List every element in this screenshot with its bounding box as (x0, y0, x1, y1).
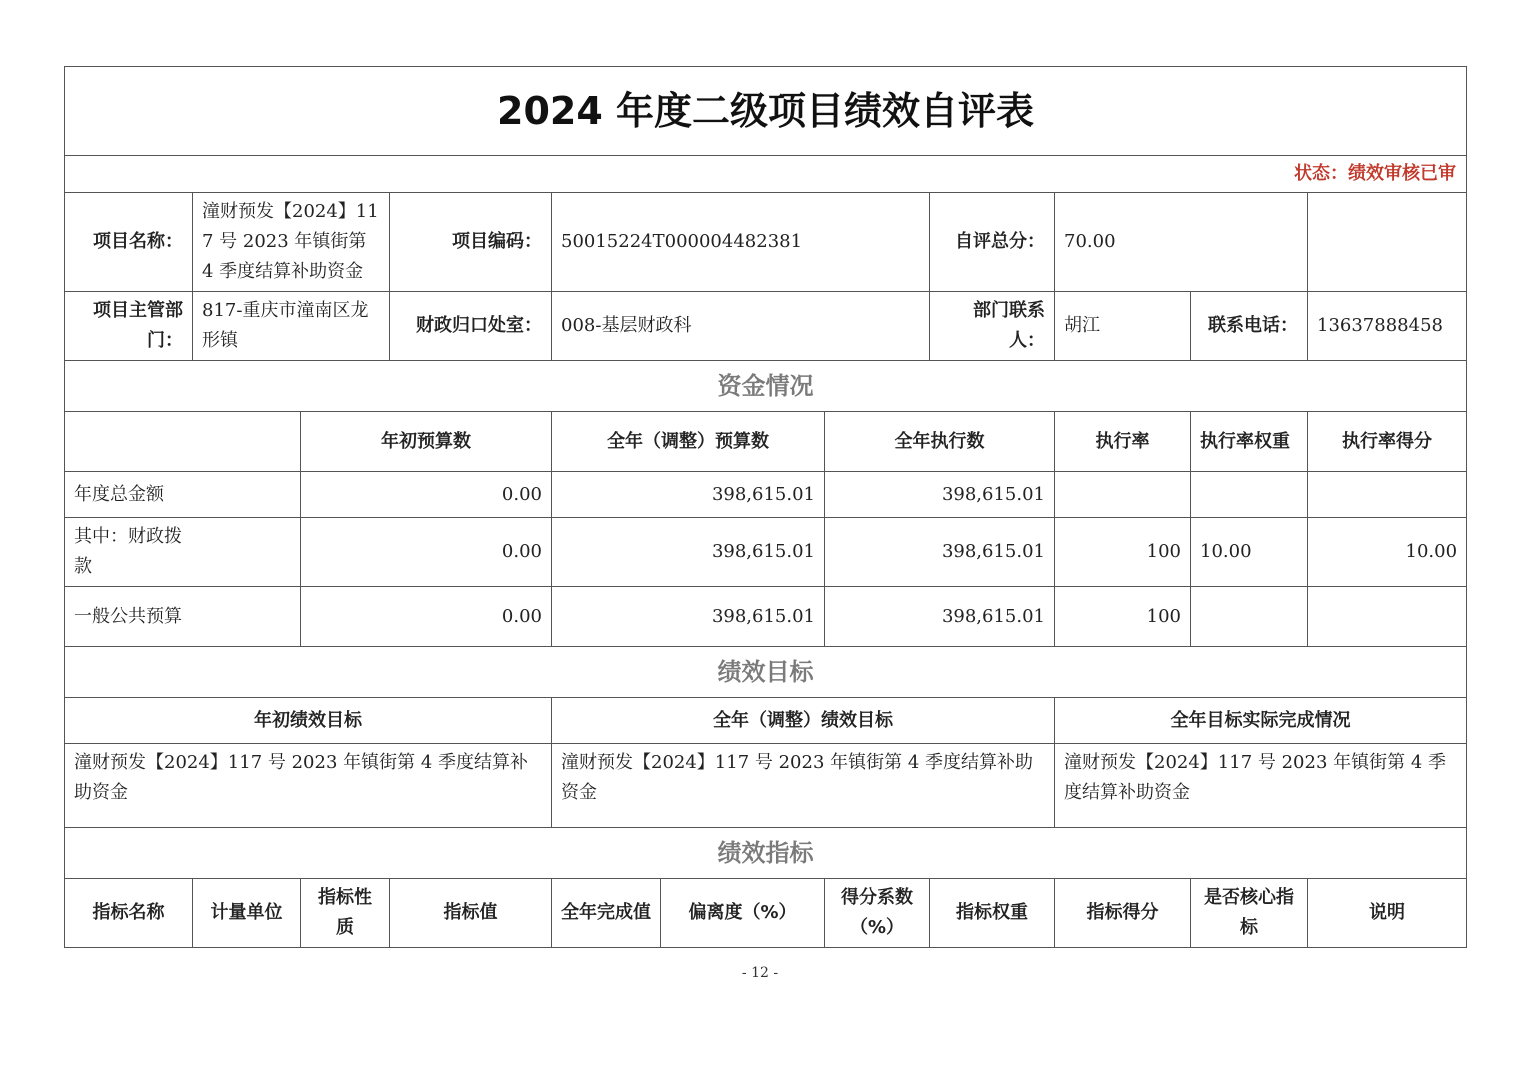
funds-row-label-text: 一般公共预算 (74, 605, 182, 627)
funds-header: 全年执行数 (825, 412, 1055, 472)
self-score-label: 自评总分： (930, 193, 1055, 292)
funds-cell: 0.00 (301, 472, 552, 518)
indicator-header: 偏离度（%） (661, 879, 825, 948)
funds-row (65, 518, 1467, 587)
indicators-section-row (65, 828, 1467, 879)
indicator-header: 得分系数（%） (825, 879, 930, 948)
funds-row-label (65, 587, 301, 647)
indicator-header: 指标权重 (930, 879, 1055, 948)
funds-row (65, 472, 1467, 518)
funds-row-label (65, 518, 301, 587)
project-info-row-1 (65, 193, 1467, 292)
funds-cell: 100 (1055, 518, 1191, 587)
funds-cell: 10.00 (1308, 518, 1467, 587)
goals-header-row (65, 698, 1467, 744)
funds-cell (1308, 587, 1467, 647)
phone-value: 13637888458 (1308, 292, 1467, 361)
funds-row (65, 587, 1467, 647)
contact-value: 胡江 (1055, 292, 1191, 361)
project-code-label: 项目编码： (390, 193, 552, 292)
goals-header: 年初绩效目标 (65, 698, 552, 744)
self-score-value: 70.00 (1055, 193, 1308, 292)
finance-office-value: 008-基层财政科 (552, 292, 930, 361)
goals-section-row (65, 647, 1467, 698)
funds-cell: 398,615.01 (552, 518, 825, 587)
dept-label: 项目主管部门： (65, 292, 193, 361)
goals-section-title: 绩效目标 (65, 647, 1467, 698)
funds-cell: 398,615.01 (825, 472, 1055, 518)
funds-cell: 398,615.01 (825, 587, 1055, 647)
goals-value-row (65, 744, 1467, 828)
empty-cell (1308, 193, 1467, 292)
funds-cell: 0.00 (301, 587, 552, 647)
indicator-header: 是否核心指标 (1191, 879, 1308, 948)
indicators-section-title: 绩效指标 (65, 828, 1467, 879)
indicator-header: 说明 (1308, 879, 1467, 948)
funds-row-label-text: 其中：财政拨款 (74, 526, 182, 577)
funds-cell: 398,615.01 (552, 472, 825, 518)
funds-header: 执行率 (1055, 412, 1191, 472)
funds-cell: 0.00 (301, 518, 552, 587)
funds-header: 执行率得分 (1308, 412, 1467, 472)
indicator-header: 全年完成值 (552, 879, 661, 948)
funds-cell: 10.00 (1191, 518, 1308, 587)
funds-section-title: 资金情况 (65, 361, 1467, 412)
funds-cell: 398,615.01 (825, 518, 1055, 587)
title-row (65, 67, 1467, 156)
indicator-header: 计量单位 (193, 879, 301, 948)
contact-label: 部门联系人： (930, 292, 1055, 361)
finance-office-label: 财政归口处室： (390, 292, 552, 361)
dept-value: 817-重庆市潼南区龙形镇 (193, 292, 390, 361)
funds-cell (1055, 472, 1191, 518)
evaluation-table (64, 66, 1467, 948)
project-info-row-2 (65, 292, 1467, 361)
goals-header: 全年目标实际完成情况 (1055, 698, 1467, 744)
funds-header: 执行率权重 (1191, 412, 1308, 472)
goal-text: 潼财预发【2024】117 号 2023 年镇街第 4 季度结算补助资金 (65, 744, 552, 828)
funds-cell (1191, 587, 1308, 647)
project-code-value: 50015224T000004482381 (552, 193, 930, 292)
indicator-header: 指标值 (390, 879, 552, 948)
phone-label: 联系电话： (1191, 292, 1308, 361)
funds-cell (1308, 472, 1467, 518)
funds-cell (1191, 472, 1308, 518)
goal-text: 潼财预发【2024】117 号 2023 年镇街第 4 季度结算补助资金 (552, 744, 1055, 828)
funds-row-label: 年度总金额 (65, 472, 301, 518)
funds-header: 年初预算数 (301, 412, 552, 472)
funds-cell: 398,615.01 (552, 587, 825, 647)
project-name-label: 项目名称： (65, 193, 193, 292)
status-badge: 状态：绩效审核已审 (65, 156, 1467, 193)
page-title: 2024 年度二级项目绩效自评表 (65, 67, 1467, 156)
funds-section-row (65, 361, 1467, 412)
indicator-header: 指标得分 (1055, 879, 1191, 948)
funds-header (65, 412, 301, 472)
indicator-header: 指标性质 (301, 879, 390, 948)
goals-header: 全年（调整）绩效目标 (552, 698, 1055, 744)
page-number: - 12 - (741, 965, 779, 981)
project-name-value: 潼财预发【2024】117 号 2023 年镇街第 4 季度结算补助资金 (193, 193, 390, 292)
indicators-header-row (65, 879, 1467, 948)
indicator-header: 指标名称 (65, 879, 193, 948)
funds-header-row (65, 412, 1467, 472)
funds-header: 全年（调整）预算数 (552, 412, 825, 472)
goal-text: 潼财预发【2024】117 号 2023 年镇街第 4 季度结算补助资金 (1055, 744, 1467, 828)
funds-cell: 100 (1055, 587, 1191, 647)
status-row (65, 156, 1467, 193)
performance-evaluation-form (64, 66, 1466, 948)
